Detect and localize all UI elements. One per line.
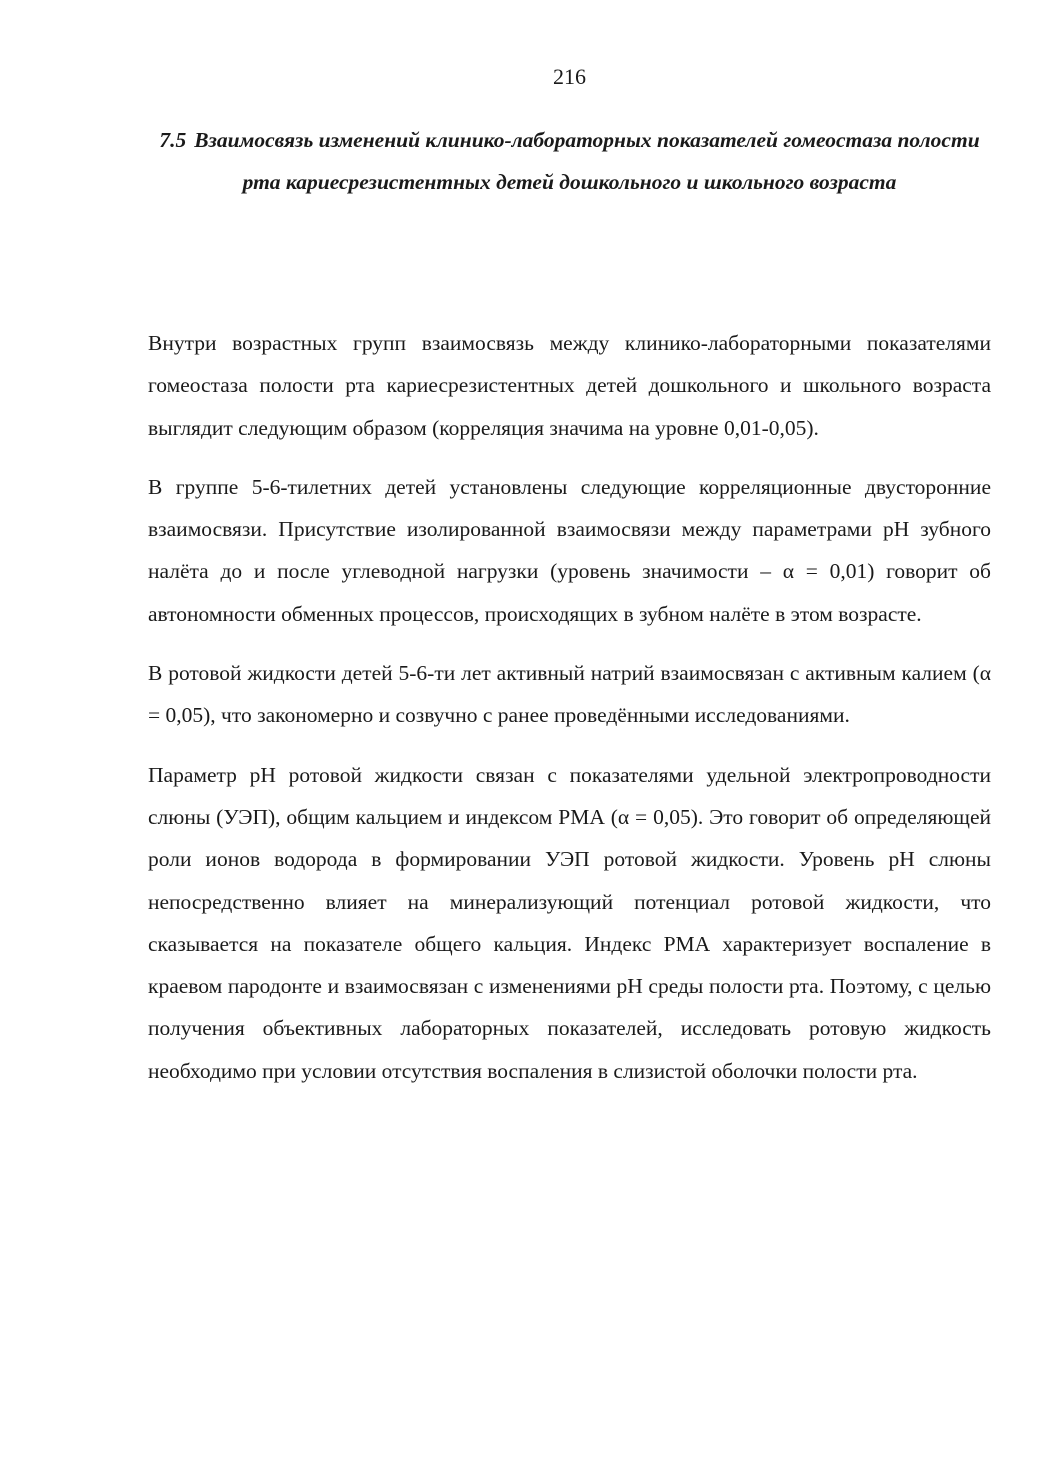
page-number: 216 [553,64,586,89]
section-heading [148,119,991,203]
body-text [148,322,991,1109]
section-title: Взаимосвязь изменений клинико-лабораторных показателей гомеостаза полости рта кариесрезистентных детей дошкольного и школьного возраста [194,128,980,194]
paragraph: В группе 5-6-тилетних детей установлены следующие корреляционные двусторонние взаимосвязи. Присутствие изолированной взаимосвязи между параметрами рН зубного налёта до и после углеводной нагрузки (уровень значимости – α = 0,01) говорит об автономности обменных процессов, происходящих в зубном налёте в этом возрасте. [148,474,991,626]
paragraph: Параметр рН ротовой жидкости связан с показателями удельной электропроводности слюны (УЭП), общим кальцием и индексом РМА (α = 0,05). Это говорит об определяющей роли ионов водорода в формировании УЭП ротовой жидкости. Уровень рН слюны непосредственно влияет на минерализующий потенциал ротовой жидкости, что сказывается на показателе общего кальция. Индекс РМА характеризует воспаление в краевом пародонте и взаимосвязан с изменениями рН среды полости рта. Поэтому, с целью получения объективных лабораторных показателей, исследовать ротовую жидкость необходимо при условии отсутствия воспаления в слизистой оболочки полости рта. [148,762,991,1083]
section-number: 7.5 [159,128,187,152]
paragraph: Внутри возрастных групп взаимосвязь между клинико-лабораторными показателями гомеостаза полости рта кариесрезистентных детей дошкольного и школьного возраста выглядит следующим образом (корреляция значима на уровне 0,01-0,05). [148,331,991,440]
paragraph: В ротовой жидкости детей 5-6-ти лет активный натрий взаимосвязан с активным калием (α = 0,05), что закономерно и созвучно с ранее проведёнными исследованиями. [148,661,991,728]
